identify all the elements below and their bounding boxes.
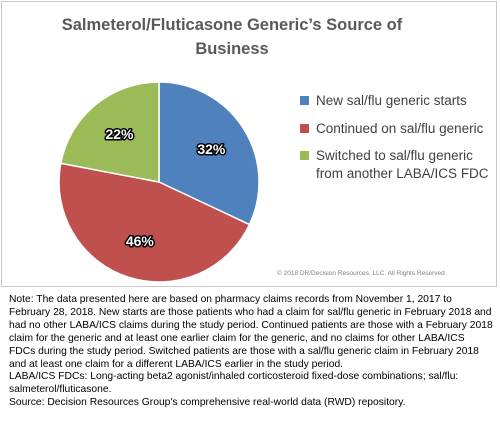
footnote (9, 294, 493, 410)
legend-swatch-switched (300, 151, 309, 160)
legend-label-continued: Continued on sal/flu generic (316, 120, 484, 136)
legend-swatch-continued (300, 124, 309, 133)
legend (300, 92, 490, 182)
legend-swatch-new-starts (300, 96, 309, 105)
legend-item-switched (300, 147, 490, 182)
legend-item-continued (300, 120, 490, 138)
pie-value-label-switched: 22% (105, 126, 134, 143)
copyright-text: © 2018 DR/Decision Resources, LLC. All Rights Reserved (277, 270, 445, 277)
chart-title: Salmeterol/Fluticasone Generic’s Source of Business (61, 16, 403, 58)
footnote-source: Source: Decision Resources Group's comprehensive real-world data (RWD) repository. (9, 397, 406, 409)
pie-value-label-new-starts: 32% (197, 140, 226, 157)
legend-item-new-starts (300, 92, 490, 110)
chart-panel (1, 1, 497, 287)
footnote-note: Note: The data presented here are based on pharmacy claims records from November 1, 2017 to February 28, 2018. New starts are those patients who had a claim for sal/flu generic in February 2018 and had no other LABA/ICS claims during the study period. Continued patients are those with a February 2018 claim for the generic and at least one earlier claim for the generic, and no claims for other LABA/ICS FDCs during the study period. Switched patients are those with a sal/flu generic claim in February 2018 and at least one claim for a different LABA/ICS earlier in the study period. (9, 294, 493, 370)
footnote-abbreviations: LABA/ICS FDCs: Long-acting beta2 agonist/inhaled corticosteroid fixed-dose combinations; sal/flu: salmeterol/fluticasone. (9, 371, 459, 396)
legend-label-switched: Switched to sal/flu generic from another LABA/ICS FDC (316, 148, 489, 181)
pie-value-label-continued: 46% (125, 232, 154, 249)
legend-label-new-starts: New sal/flu generic starts (316, 93, 467, 108)
